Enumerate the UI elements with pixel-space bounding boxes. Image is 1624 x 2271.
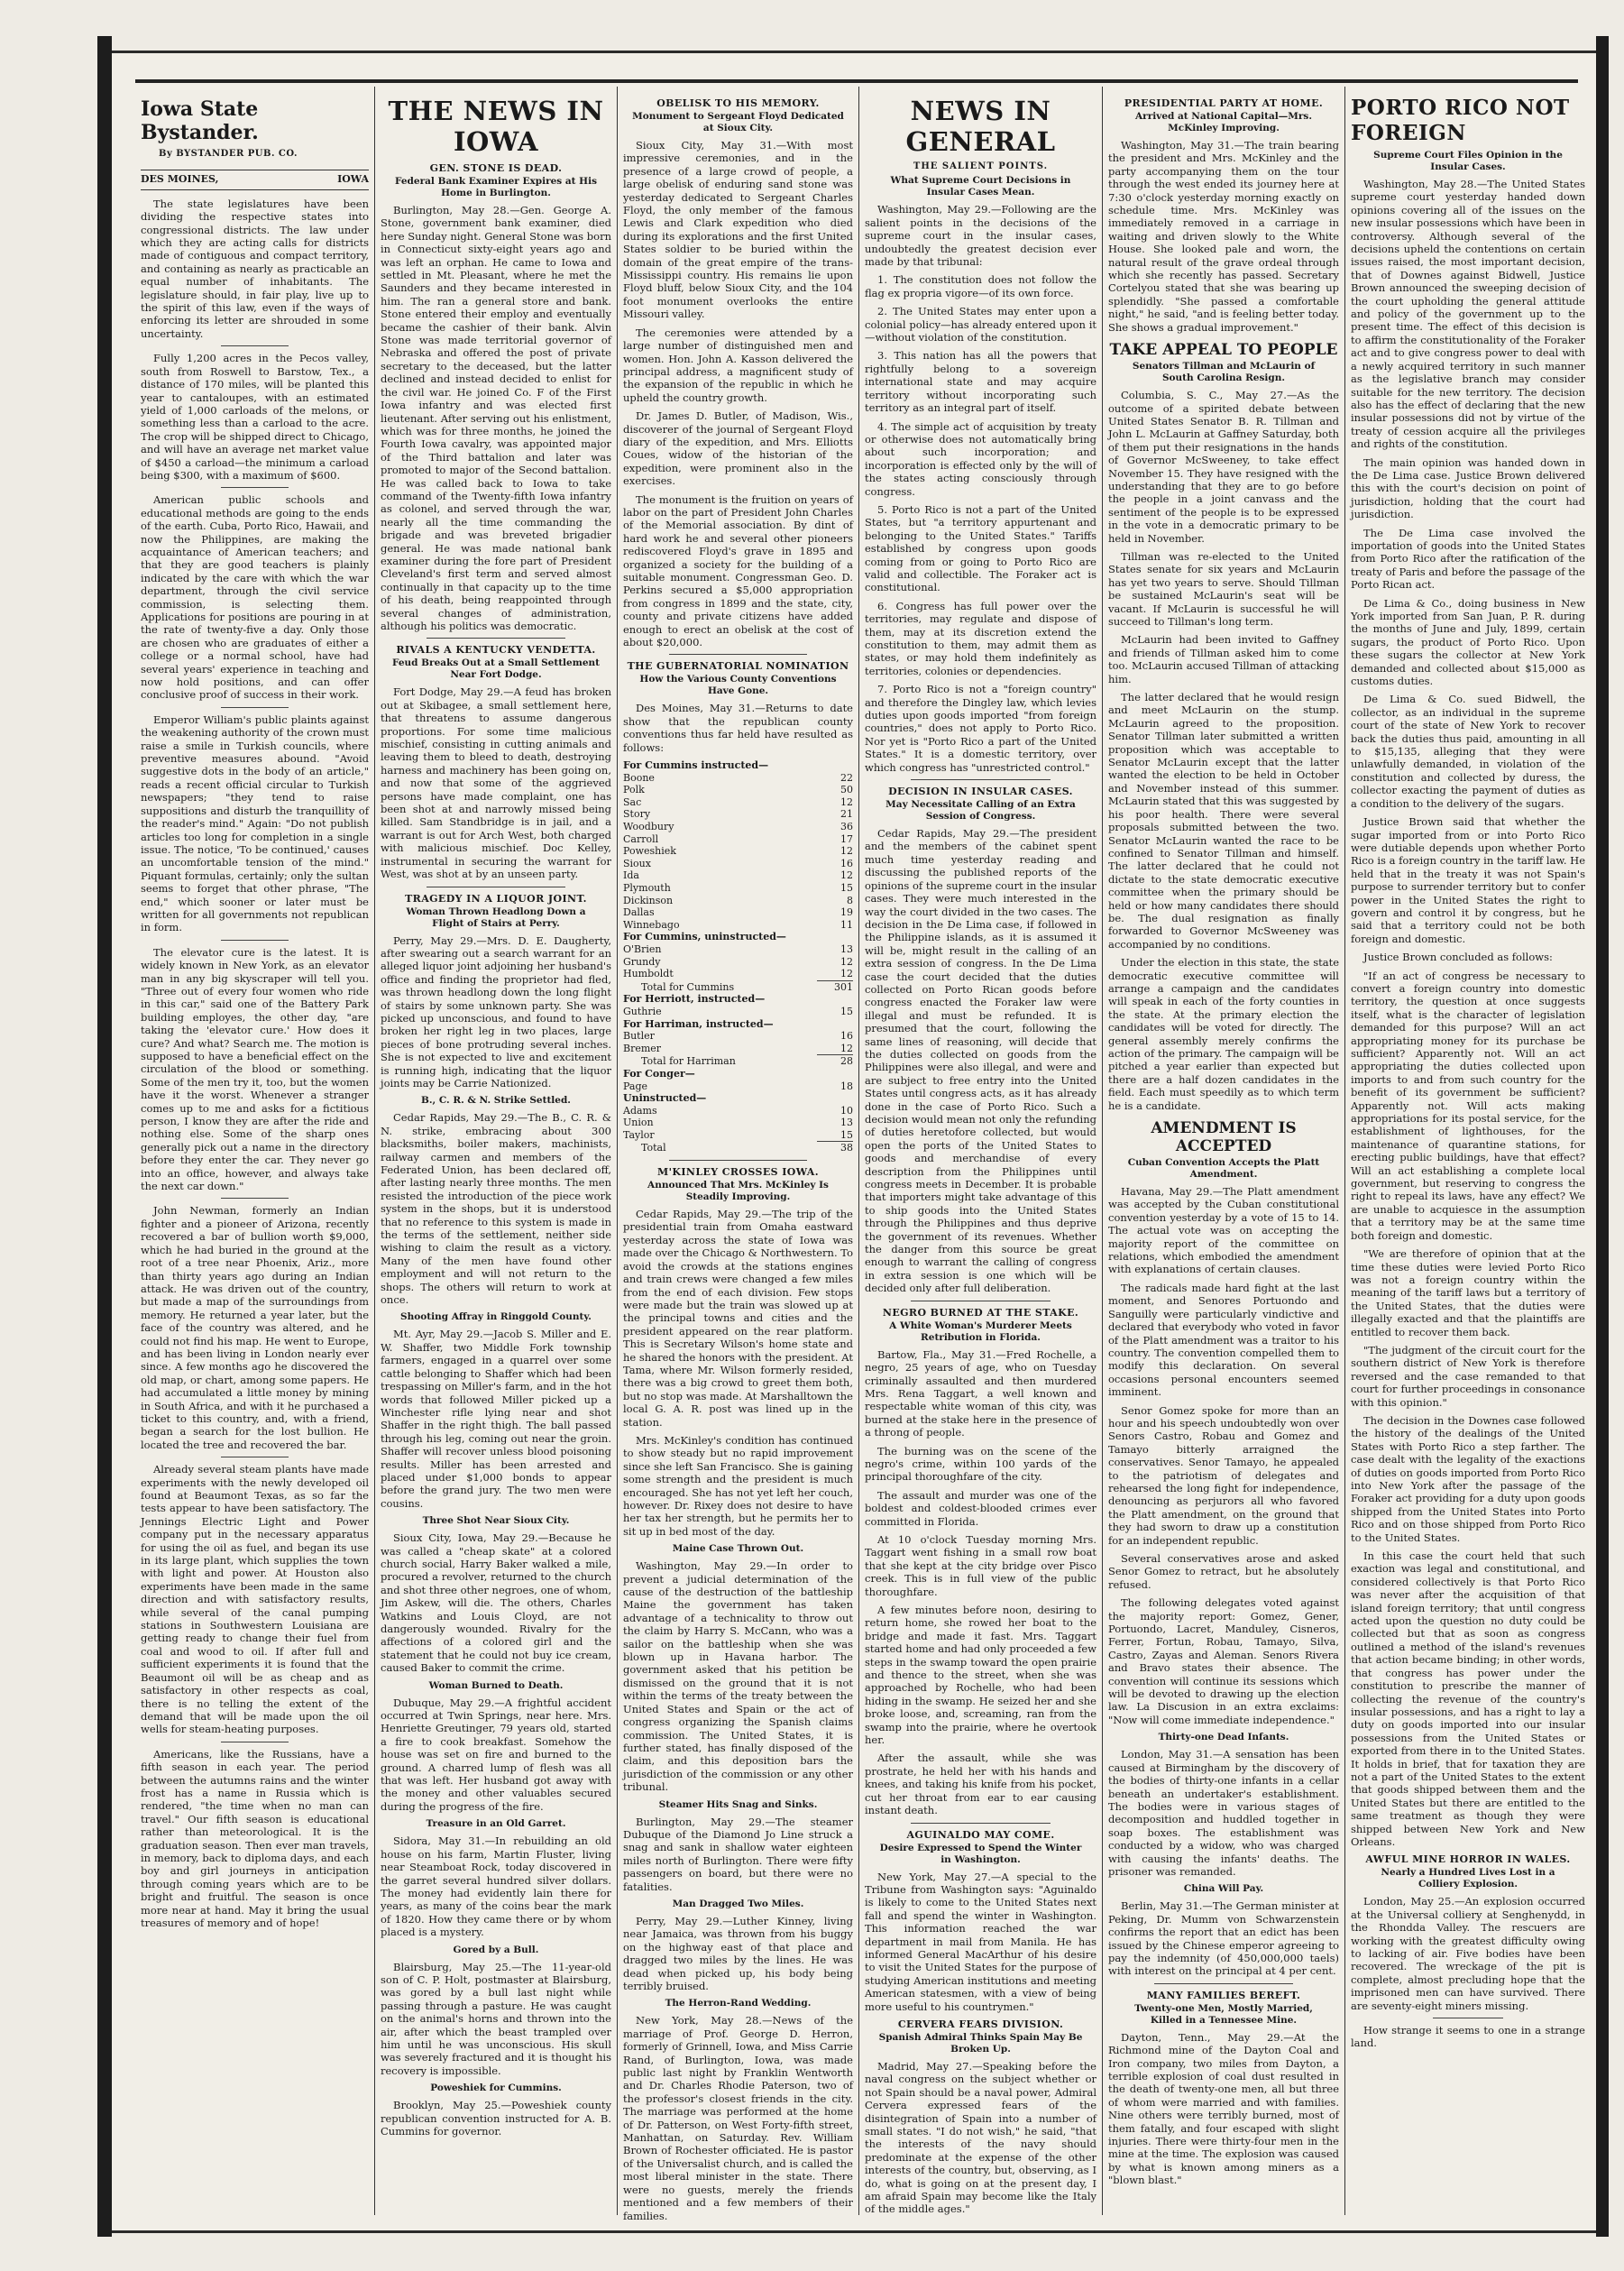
article-headline: Thirty-one Dead Infants. (1158, 1732, 1289, 1743)
article-headline: AWFUL MINE HORROR IN WALES. (1365, 1853, 1571, 1866)
article-text: Perry, May 29.—Mrs. D. E. Daugherty, after swearing out a search warrant for an alleged liquor joint adjoining her husband's office and finding the proprietor had fled, was thrown headlong down the long flight of stairs by some unknown party. She was picked up unconscious, and found to have broken her right leg in two places, large pieces of bone protruding several inches. She is not expected to live and excitement is running high, indicating that the liquor joints may be Carrie Nationized. (381, 933, 611, 1090)
article-text: McLaurin had been invited to Gaffney and friends of Tillman asked him to come too. McLaurin accused Tillman of attacking him. (1108, 633, 1339, 685)
divider (669, 654, 807, 655)
editorial-paragraph: Already several steam plants have made experiments with the newly developed oil found at Beaumont Texas, as so far the tests appear to have been satisfactory. The Jennings Electric Light and Power company put in the necessary apparatus for using the oil as fuel, and began its use in its large plant, which supplies the town with light and power. At Houston also experiments have been made in the same direction and with satisfactory results, while several of the canal pumping stations in Southwestern Louisiana are getting ready to change their fuel from coal and wood to oil. If after full and sufficient experiments it is found that the Beaumont oil will be as cheap and as satisfactory in other respects as coal, there is no telling the extent of the demand that will be made upon the oil wells for steam-heating purposes. (141, 1463, 369, 1736)
vote-total-row (623, 1142, 853, 1154)
article-text: Washington, May 29.—In order to prevent a judicial determination of the cause of the destruction of the battleship Maine the government has taken advantage of a technicality to throw out the claim by Harry S. McCann, who was a sailor on the battleship when she was blown up in Havana harbor. The government asked that his petition be dismissed on the ground that it is not within the terms of the treaty between the United States and Spain or the act of congress organizing the Spanish claims commission. The United States, it is further stated, has finally disposed of the claim, and this deposition bars the jurisdiction of the commission or any other tribunal. (623, 1559, 853, 1794)
article-headline: CERVERA FEARS DIVISION. (897, 2018, 1064, 2030)
article-deck: A White Woman's Murderer Meets Retribution in Florida. (889, 1319, 1072, 1343)
article-text: The latter declared that he would resign and meet McLaurin on the stump. McLaurin agreed to the proposition. Senator Tillman later submitted a written proposition which was acceptable to Senator McLaurin except that the latter wanted the election to be held in October and November instead of this summer. McLaurin stated that this was suggested by his poor health. There were several proposals submitted between the two. Senator McLaurin wanted the race to be confined to Senator Tillman and himself. The latter declared that he could not dictate to the state democratic executive committee when the primary should be held or how many candidates there should be. The dual resignation as finally forwarded to Governor McSweeney was accompanied by no conditions. (1108, 691, 1339, 951)
vote-row (623, 1129, 853, 1142)
article-text: Sioux City, May 31.—With most impressive ceremonies, and in the presence of a large crowd of people, a large obelisk of enduring sand stone was yesterday dedicated to Sergeant Charles Floyd, the only member of the famous Lewis and Clark expedition who died during its explorations and the first United States soldier to be buried within the domain of the great empire of the trans-Mississippi country. His remains lie upon Floyd bluff, below Sioux City, and the 104 foot monument overlooks the entire Missouri valley. (623, 139, 853, 321)
vote-total-label: Total for Harriman (641, 1055, 736, 1068)
county-name: Poweshiek (623, 845, 676, 858)
article-headline: AMENDMENT IS ACCEPTED (1151, 1119, 1297, 1156)
article-headline: AGUINALDO MAY COME. (906, 1828, 1055, 1841)
vote-group-label: For Cummins instructed— (623, 759, 769, 772)
vote-row (623, 1030, 853, 1043)
editorial-paragraph: The elevator cure is the latest. It is widely known in New York, as an elevator man in any big skyscraper will tell you. "Three out of every four women who ride in this car," said one of the Battery Park building employes, the other day, "are taking the 'elevator cure.' How does it cure? And what? Search me. The motion is supposed to have a beneficial effect on the circulation of the blood or something. Some of the men try it, too, but the women have it the worst. Whenever a stranger comes up to me and asks for a fictitious person, I know they are after the ride and nothing else. Some of the sharp ones generally pick out a name in the directory before they enter the car. They never go into an office, however, and always take the next car down." (141, 945, 369, 1193)
divider (427, 638, 565, 639)
vote-group-heading (623, 993, 853, 1006)
county-name: Union (623, 1117, 654, 1129)
article-text: Madrid, May 27.—Speaking before the naval congress on the subject whether or not Spain should be a naval power, Admiral Cervera expressed fears of the disintegration of Spain into a number of small states. "I do not wish," he said, "that the interests of the navy should predominate at the expense of the other interests of the country, but, observing, as I do, what is going on at the present day, I am afraid Spain may become like the Italy of the middle ages." (865, 2059, 1096, 2216)
article-text: New York, May 27.—A special to the Tribune from Washington says: "Aguinaldo is likely to come to the United States next fall and spend the winter in Washington. This information reached the war department in mail from Manila. He has informed General MacArthur of his desire to visit the United States for the purpose of studying American institutions and meeting American statesmen, with a view of being more useful to his countrymen." (865, 1870, 1096, 2013)
article-deck: Nearly a Hundred Lives Lost in a Colliery Explosion. (1381, 1867, 1555, 1890)
vote-group-label: Uninstructed— (623, 1092, 707, 1105)
vote-row (623, 784, 853, 796)
column-news-in-general (859, 87, 1102, 2215)
article-deck: Federal Bank Examiner Expires at His Home in Burlington. (395, 176, 597, 198)
county-votes: 22 (840, 771, 853, 784)
county-name: Ida (623, 869, 639, 882)
article-deck: What Supreme Court Decisions in Insular Cases Mean. (890, 175, 1071, 198)
vote-total-label: Total (641, 1142, 666, 1154)
article-text: Cedar Rapids, May 29.—The trip of the presidential train from Omaha eastward yesterday across the state of Iowa was made over the Chicago & Northwestern. To avoid the crowds at the stations engines and train crews were changed a few miles from the end of each division. Few stops were made but the train was slowed up at the principal towns and cities and the president appeared on the rear platform. This is Secretary Wilson's home state and he shared the honors with the president. At Tama, where Mr. Wilson formerly resided, there was a big crowd to greet them both, but no stop was made. At Marshalltown the local G. A. R. post was lined up in the station. (623, 1208, 853, 1429)
article-text: De Lima & Co. sued Bidwell, the collector, as an individual in the supreme court of the state of New York to recover back the duties thus paid, amounting in all to $15,135, alleging that they were unlawfully demanded, in violation of the constitution and collected by duress, the collector exacting the payment of duties as a condition to the delivery of the sugars. (1351, 693, 1585, 810)
article-headline: OBELISK TO HIS MEMORY. (656, 97, 820, 109)
article-headline: Shooting Affray in Ringgold County. (400, 1311, 592, 1323)
section-kicker: THE SALIENT POINTS. (913, 161, 1049, 171)
divider (911, 1823, 1050, 1824)
article-headline: Maine Case Thrown Out. (672, 1543, 804, 1555)
article-text: Des Moines, May 31.—Returns to date show that the republican county conventions thus far held have resulted as follows: (623, 702, 853, 754)
article-text: Havana, May 29.—The Platt amendment was accepted by the Cuban constitutional convention yesterday by a vote of 15 to 14. The actual vote was on accepting the majority report of the committee on relations, which embodied the amendment with explanations of certain clauses. (1108, 1185, 1339, 1276)
right-binding-shadow (1596, 36, 1609, 2237)
vote-row (623, 845, 853, 858)
county-votes: 12 (840, 955, 853, 968)
county-name: Dickinson (623, 894, 674, 906)
editorial-paragraph: Americans, like the Russians, have a fifth season in each year. The period between the autumns rains and the winter frost has a name in Russia which is rendered, "the time when no man can travel." Our fifth season is educational rather than meteorological. It is the graduation season. Then ever man travels, in memory, back to diploma days, and each boy and girl journeys in anticipation through coming years which are to be bright and fruitful. The season is once more near at hand. May it bring the usual treasures of memory and of hope! (141, 1747, 369, 1929)
article-text: Mrs. McKinley's condition has continued to show steady but no rapid improvement since she left San Francisco. She is gaining some strength and the president is much encouraged. She has not yet left her couch, however. Dr. Rixey does not desire to have her tax her strength, but he permits her to sit up in bed most of the day. (623, 1433, 853, 1538)
vote-row (623, 833, 853, 846)
article-text: The main opinion was handed down in the De Lima case. Justice Brown delivered this with the court's decision on point of jurisdiction, holding that the court had jurisdiction. (1351, 455, 1585, 521)
vote-row (623, 1006, 853, 1018)
dateline (141, 170, 369, 189)
vote-row (623, 821, 853, 833)
vote-total-value: 38 (817, 1142, 853, 1154)
article-headline: China Will Pay. (1183, 1883, 1264, 1895)
article-text: Dayton, Tenn., May 29.—At the Richmond mine of the Dayton Coal and Iron company, two miles from Dayton, a terrible explosion of coal dust resulted in the death of twenty-one men, all but three of whom were married and with families. Nine others were terribly burned, most of them fatally, and four escaped with slight injuries. There were thirty-four men in the mine at the time. The explosion was caused by what is known among miners as a "blown blast." (1108, 2030, 1339, 2187)
section-banner: THE NEWS IN IOWA (388, 96, 604, 157)
divider (221, 1198, 289, 1199)
article-text: The monument is the fruition on years of labor on the part of President John Charles of the Memorial association. By dint of hard work he and several other pioneers rediscovered Floyd's grave in 1895 and organized a society for the building of a suitable monument. Congressman Geo. D. Perkins secured a $5,000 appropriation from congress in 1899 and the state, city, county and private citizens have added enough to erect an obelisk at the cost of about $20,000. (623, 492, 853, 649)
vote-row (623, 906, 853, 919)
vote-row (623, 869, 853, 882)
county-votes: 8 (847, 894, 853, 906)
article-text: "If an act of congress be necessary to convert a foreign country into domestic territory, the question at once suggests itself, what is the character of legislation demanded for this purpose? Will an act appropriating money for its purchase be sufficient? Apparently not. Will an act appropriating the duties collected upon imports to and from such country for the benefit of its government be sufficient? Apparently not. Will acts making appropriations for its postal service, for the establishment of lighthouses, for the maintenance of quarantine stations, for erecting public buildings, have that effect? Will an act establishing a complete local government, but reserving to congress the right to repeal its laws, have any effect? We are unable to acquiesce in the assumption that a territory may be at the same time both foreign and domestic. (1351, 969, 1585, 1242)
article-text: Blairsburg, May 25.—The 11-year-old son of C. P. Holt, postmaster at Blairsburg, was gored by a bull last night while passing through a pasture. He was caught on the animal's horns and thrown into the air, after which the beast trampled over him until he was unconscious. His skull was severely fractured and it is thought his recovery is impossible. (381, 1960, 611, 2077)
vote-group-heading (623, 759, 853, 772)
vote-row (623, 1105, 853, 1117)
county-votes: 19 (840, 906, 853, 919)
county-name: Sac (623, 795, 642, 808)
article-text: De Lima & Co., doing business in New York imported from San Juan, P. R. during the months of June and July, 1899, certain sugars, the product of Porto Rico. Upon these sugars the collector at New York demanded and collected about $15,000 as customs duties. (1351, 596, 1585, 688)
county-vote-table (623, 759, 853, 1154)
decision-point: 2. The United States may enter upon a colonial policy—has already entered upon it—without violation of the constitution. (865, 305, 1096, 345)
divider (911, 779, 1050, 780)
article-headline: TRAGEDY IN A LIQUOR JOINT. (405, 892, 587, 905)
publisher-line: By BYSTANDER PUB. CO. (159, 149, 298, 159)
article-text: "We are therefore of opinion that at the time these duties were levied Porto Rico was not a foreign country within the meaning of the tariff laws but a territory of the United States, that the duties were illegally exacted and that the plaintiffs are entitled to recover them back. (1351, 1247, 1585, 1338)
article-text: Brooklyn, May 25.—Poweshiek county republican convention instructed for A. B. Cummins for governor. (381, 2099, 611, 2138)
article-deck: Announced That Mrs. McKinley Is Steadily Improving. (647, 1180, 829, 1203)
vote-row (623, 1117, 853, 1129)
article-text: In this case the court held that such exaction was legal and constitutional, and considered collectively is that Porto Rico was never after the acquisition of that island foreign territory; that until congress acted upon the question no duty could be collected but that as soon as congress outlined a method of the island's revenues that action became binding; in other words, that congress has power under the constitution to prescribe the manner of collecting the revenue of the country's insular possessions, and has a right to lay a duty on goods imported into our insular possessions from the United States or exported from there in to the United States. It holds in brief, that for taxation they are not a part of the United States to the extent that goods shipped between them and the United States but there are entitled to the same treatment as though they were shipped between New York and New Orleans. (1351, 1549, 1585, 1848)
county-votes: 12 (840, 968, 853, 980)
article-deck: Desire Expressed to Spend the Winter in Washington. (879, 1842, 1082, 1865)
article-text: Justice Brown said that whether the sugar imported from or into Porto Rico were dutiable depends upon whether Porto Rico is a foreign country in the tariff law. He held that in the treaty it was not Spain's purpose to surrender territory but to confer power in the United States the right to govern and control it by congress, but he said that a territory could not be both foreign and domestic. (1351, 815, 1586, 945)
divider (669, 1160, 807, 1161)
county-name: Grundy (623, 955, 661, 968)
article-text: Mt. Ayr, May 29.—Jacob S. Miller and E. W. Shaffer, two Middle Fork township farmers, engaged in a quarrel over some cattle belonging to Shaffer which had been trespassing on Miller's farm, and in the hot words that followed Miller picked up a Winchester rifle lying near and shot Shaffer in the right thigh. The ball passed through his leg, coming out near the groin. Shaffer will recover unless blood poisoning results. Miller has been arrested and placed under $1,000 bonds to appear before the grand jury. The two men were cousins. (381, 1328, 611, 1510)
article-text: The following delegates voted against the majority report: Gomez, Gener, Portuondo, Lacret, Manduley, Cisneros, Ferrer, Fortun, Robau, Tamayo, Silva, Castro, Zayas and Aleman. Senors Rivera and Bravo states their absence. The convention will continue its sessions which will be devoted to drawing up the election law. La Discusion in an extra exclaims: "Now will come immediate independence." (1108, 1596, 1339, 1726)
county-votes: 15 (840, 1128, 853, 1141)
vote-row (623, 1080, 853, 1093)
vote-row (623, 968, 853, 980)
article-text: "The judgment of the circuit court for the southern district of New York is therefore reversed and the case remanded to that court for further proceedings in consonance with this opinion." (1351, 1343, 1585, 1409)
article-deck: Cuban Convention Accepts the Platt Amendment. (1127, 1157, 1320, 1181)
editorial-paragraph: John Newman, formerly an Indian fighter and a pioneer of Arizona, recently recovered a bar of bullion worth $9,000, which he had buried in the ground at the root of a tree near Phoenix, Ariz., more than thirty years ago during an Indian attack. He was driven out of the country, but made a map of the surroundings from memory. He returned a year later, but the face of the country was altered, and he could not find his map. He went to Europe, and has been living in London nearly ever since. A few months ago he discovered the old map, or chart, among some papers. He had accumulated a little money by mining in South Africa, and with it he purchased a ticket to this country, and, with a friend, began a search for the lost bullion. He located the tree and recovered the bar. (141, 1204, 369, 1451)
article-text: Columbia, S. C., May 27.—As the outcome of a spirited debate between United States Senator B. R. Tillman and John L. McLaurin at Gaffney Saturday, both of them put their resignations in the hands of Governor McSweeney, to take effect November 15. They have resigned with the understanding that they are to go before the people in a joint canvass and the sentiment of the people is to be expressed in the vote in a democratic primary to be held in November. (1108, 389, 1339, 545)
divider (221, 345, 289, 346)
article-text: A few minutes before noon, desiring to return home, she rowed her boat to the bridge and made it fast. Mrs. Taggart started home and had only proceeded a few steps in the swamp toward the open prairie and thence to the street, when she was approached by Rochelle, who had been hiding in the swamp. He seized her and she broke loose, and, screaming, ran from the swamp into the prairie, where he overtook her. (865, 1604, 1096, 1747)
vote-group-heading (623, 1018, 853, 1031)
article-headline: Steamer Hits Snag and Sinks. (658, 1798, 818, 1810)
county-votes: 21 (840, 808, 853, 821)
article-headline: NEGRO BURNED AT THE STAKE. (882, 1306, 1079, 1319)
column-porto-rico (1345, 87, 1591, 2215)
vote-group-label: For Herriott, instructed— (623, 993, 766, 1006)
county-name: Story (623, 808, 651, 821)
article-text: Dr. James D. Butler, of Madison, Wis., discoverer of the journal of Sergeant Floyd diary of the expedition, and Mrs. Elliotts Coues, widow of the historian of the expedition, were prominent also in the exercises. (623, 409, 853, 488)
article-text: Justice Brown concluded as follows: (1363, 951, 1553, 964)
article-headline: Woman Burned to Death. (428, 1679, 564, 1691)
article-text: Sioux City, Iowa, May 29.—Because he was called a "cheap skate" at a colored church social, Harry Baker walked a mile, procured a revolver, returned to the church and shot three other negroes, one of whom, Jim Askew, will die. The others, Charles Watkins and Louis Cloyd, are not dangerously wounded. Rivalry for the affections of a colored girl and the statement that he could not buy ice cream, caused Baker to commit the crime. (381, 1531, 611, 1675)
vote-row (623, 808, 853, 821)
article-text: Sidora, May 31.—In rebuilding an old house on his farm, Martin Fluster, living near Steamboat Rock, today discovered in the garret several hundred silver dollars. The money had evidently lain there for years, as many of the coins bear the mark of 1820. How they came there or by whom placed is a mystery. (381, 1834, 611, 1939)
decision-point: 3. This nation has all the powers that rightfully belong to a sovereign international state and may acquire territory without incorporating such territory as an integral part of itself. (865, 349, 1096, 415)
masthead: Iowa State Bystander. (141, 97, 259, 144)
article-headline: B., C. R. & N. Strike Settled. (421, 1095, 571, 1107)
county-votes: 12 (840, 869, 853, 882)
article-text: Burlington, May 28.—Gen. George A. Stone, government bank examiner, died here Sunday night. General Stone was born in Connecticut sixty-eight years ago and was left an orphan. He came to Iowa and settled in Mt. Pleasant, where he met the Saunders and they became interested in him. The ran a general store and bank. Stone entered their employ and eventually became the cashier of their bank. Alvin Stone was made territorial governor of Nebraska and offered the post of private secretary to the deceased, but the latter declined and instead decided to enlist for the civil war. He joined Co. F of the First Iowa infantry and was elected first lieutenant. After serving out his enlistment, which was for three months, he joined the Fourth Iowa cavalry, was appointed major of the Third battalion and later was promoted to major of the Second battalion. He was called back to Iowa to take command of the Twenty-fifth Iowa infantry as colonel, and served through the war, nearly all the time commanding the brigade and was breveted brigadier general. He was made national bank examiner during the fore part of President Cleveland's first term and served almost continually in that capacity up to the time of his death, being reappointed through several changes of administration, although his politics was democratic. (381, 204, 611, 632)
vote-group-heading (623, 1092, 853, 1105)
vote-row (623, 772, 853, 785)
column-three (618, 87, 858, 2222)
county-name: Woodbury (623, 821, 674, 833)
article-headline: RIVALS A KENTUCKY VENDETTA. (396, 644, 596, 657)
article-text: London, May 25.—An explosion occurred at the Universal colliery at Senghenydd, in the Rhondda Valley. The rescuers are working with the greatest difficulty owing to lacking of air. Five bodies have been recovered. The wreckage of the pit is complete, almost precluding hope that the imprisoned men can have survived. There are seventy-eight miners missing. (1351, 1895, 1585, 2012)
county-name: Butler (623, 1030, 655, 1043)
article-text: Washington, May 28.—The United States supreme court yesterday handed down opinions covering all of the issues on the new insular possessions which have been in controversy. Although several of the decisions upheld the contentions on certain issues raised, the most important decision, that of Downes against Bidwell, Justice Brown announced the sweeping decision of the court upholding the general attitude and policy of the government up to the present time. The effect of this decision is to affirm the constitutionality of the Foraker act and to give congress power to deal with a newly acquired territory in such manner as the legislative branch may consider suitable for the new territory. The decision also has the effect of declaring that the new insular possessions did not by virtue of the treaty of cession acquire all the privileges and rights of the constitution. (1351, 178, 1585, 451)
article-headline: Three Shot Near Sioux City. (422, 1515, 570, 1527)
article-text: New York, May 28.—News of the marriage of Prof. George D. Herron, formerly of Grinnell, Iowa, and Miss Carrie Rand, of Burlington, Iowa, was made public last night by Franklin Wentworth and Dr. Charles Rhodie Paterson, two of the professor's closest friends in the city. The marriage was performed at the home of Dr. Patterson, on West Forty-fifth street, Manhattan, on Saturday. Rev. William Brown of Rochester officiated. He is pastor of the Universalist church, and is called the most liberal minister in the state. There were no guests, merely the friends mentioned and a few members of their families. (623, 2014, 853, 2222)
county-name: Adams (623, 1104, 657, 1117)
top-rule (135, 79, 1578, 83)
article-text: Fort Dodge, May 29.—A feud has broken out at Skibagee, a small settlement here, that threatens to assume dangerous proportions. For some time malicious mischief, consisting in cutting animals and leaving them to bleed to death, destroying harness and machinery has been going on, and now that some of the aggrieved persons have made complaint, one has been shot at and narrowly missed being killed. Sam Standbridge is in jail, and a warrant is out for Arch West, both charged with malicious mischief. Doc Kelley, instrumental in securing the warrant for West, was shot at by an unseen party. (381, 685, 611, 881)
article-headline: MANY FAMILIES BEREFT. (1146, 1989, 1301, 2001)
divider (221, 707, 289, 708)
county-name: Page (623, 1080, 648, 1092)
article-text: Perry, May 29.—Luther Kinney, living near Jamaica, was thrown from his buggy on the highway east of that place and dragged two miles by the lines. He was dead when picked up, his body being terribly bruised. (623, 1914, 853, 1992)
article-headline: GEN. STONE IS DEAD. (429, 162, 563, 174)
article-deck: Monument to Sergeant Floyd Dedicated at Sioux City. (632, 111, 844, 133)
divider (221, 940, 289, 941)
article-text: How strange it seems to one in a strange land. (1351, 2024, 1585, 2050)
vote-group-label: For Cummins, uninstructed— (623, 931, 786, 943)
county-votes: 13 (840, 1117, 853, 1129)
column-editorial (135, 87, 374, 2215)
article-deck: Spanish Admiral Thinks Spain May Be Broken Up. (878, 2031, 1083, 2055)
article-text: The assault and murder was one of the boldest and coldest-blooded crimes ever committed in Florida. (865, 1488, 1096, 1528)
county-votes: 16 (840, 1030, 853, 1043)
decision-point: 4. The simple act of acquisition by treaty or otherwise does not automatically bring about such incorporation; and incorporation is effected only by the will of the states acting consciously through congress. (865, 419, 1096, 498)
article-text: Washington, May 29.—Following are the salient points in the decisions of the supreme court in the insular cases, undoubtedly the greatest decision ever made by that tribunal: (865, 203, 1096, 269)
editorial-paragraph: American public schools and educational methods are going to the ends of the earth. Cuba, Porto Rico, Hawaii, and now the Philippines, are making the acquaintance of American teachers; and that they are good teachers is plainly indicated by the care with which the war department, through the civil service commission, is selecting them. Applications for positions are pouring in at the rate of twenty-five a day. Only those are chosen who are graduates of either a college or a normal school, have had several years' experience in teaching and now hold positions, and can offer conclusive proof of success in their work. (141, 493, 369, 702)
article-deck: Twenty-one Men, Mostly Married, Killed in a Tennessee Mine. (1134, 2002, 1313, 2026)
article-text: Under the election in this state, the state democratic executive committee will arrange a campaign and the candidates will speak in each of the forty counties in the state. At the primary election the candidates will be voted for directly. The general assembly merely confirms the action of the primary. The campaign will be pitched a year earlier than expected but there are a half dozen candidates in the field. Each must speedily as to which term he is a candidate. (1108, 956, 1339, 1112)
county-votes: 15 (840, 1005, 853, 1017)
editorial-paragraph: Emperor William's public plaints against the weakening authority of the crown must raise a smile in Turkish councils, where preventive measures abound. "Avoid suggestive dots in the body of an article," reads a recent official circular to Turkish newspapers; "they tend to raise suppositions and disturb the tranquillity of the reader's mind." Again: "Do not publish articles too long for completion in a single issue. The notice, 'To be continued,' causes an uncomfortable tension of the mind." Piquant formulas, certainly; only the sultan seems to forget that other phrase, "The end," which sooner or later must be written for all governments not republican in form. (141, 713, 369, 934)
county-votes: 12 (840, 1042, 853, 1054)
article-text: After the assault, while she was prostrate, he held her with his hands and knees, and taking his knife from his pocket, cut her throat from ear to ear causing instant death. (865, 1752, 1096, 1817)
article-deck: Supreme Court Files Opinion in the Insular Cases. (1373, 150, 1563, 172)
divider (221, 487, 289, 488)
county-votes: 17 (840, 832, 853, 845)
article-text: Cedar Rapids, May 29.—The president and the members of the cabinet spent much time yesterday reading and discussing the published reports of the opinions of the supreme court in the insular cases. They were much interested in the way the court divided in the two cases. The decision in the De Lima case, if followed in the Philippine islands, as it is assumed it will be, might result in the calling of an extra session of congress. In the De Lima case the court decided that the duties collected on Porto Rican goods before congress enacted the Foraker law were illegal and must be refunded. It is presumed that the court, following the same lines of reasoning, will decide that the duties collected on goods from the Philippines were also illegal, and were and are subject to free entry into the United States until congress acts, as it has already done in the case of Porto Rico. Such a decision would mean not only the refunding of duties heretofore collected, but would open the ports of the United States to goods and merchandise of every description from the Philippines until congress meets in December. It is probable that importers might take advantage of this to ship goods into the United States through the Philippines and thus deprive the government of its revenues. Whether the danger from this source be great enough to warrant the calling of congress in extra session is one which will be decided only after full deliberation. (865, 827, 1096, 1295)
article-text: London, May 31.—A sensation has been caused at Birmingham by the discovery of the bodies of thirty-one infants in a cellar beneath an undertaker's establishment. The bodies were in various stages of decomposition and huddled together in soap boxes. The establishment was conducted by a widow, who was charged with causing the infants' deaths. The prisoner was remanded. (1108, 1748, 1339, 1878)
vote-row (623, 943, 853, 956)
article-text: Several conservatives arose and asked Senor Gomez to retract, but he absolutely refused. (1108, 1552, 1339, 1591)
article-headline: THE GUBERNATORIAL NOMINATION (627, 660, 849, 673)
article-headline: Treasure in an Old Garret. (426, 1818, 566, 1830)
county-votes: 10 (840, 1104, 853, 1117)
article-headline: Man Dragged Two Miles. (672, 1898, 804, 1909)
editorial-paragraph: Fully 1,200 acres in the Pecos valley, south from Roswell to Barstow, Tex., a distance of 170 miles, will be planted this year to cantaloupes, with an estimated yield of 1,000 carloads of the melons, or something less than a carload to the acre. The crop will be shipped direct to Chicago, and will have an average net market value of $450 a carload—the minimum a carload being $300, with a maximum of $600. (141, 352, 369, 482)
decision-point: 6. Congress has full power over the territories, may regulate and dispose of them, may at its discretion extend the constitution to them, may admit them as states, or may hold them indefinitely as territories, colonies or dependencies. (865, 599, 1096, 677)
decision-point: 5. Porto Rico is not a part of the United States, but "a territory appurtenant and belonging to the United States." Tariffs established by congress upon goods coming from or going to Porto Rico are valid and collectible. The Foraker act is constitutional. (865, 502, 1096, 594)
decision-point: 1. The constitution does not follow the flag ex propria vigore—of its own force. (865, 273, 1096, 299)
column-five (1103, 87, 1344, 2215)
county-votes: 13 (840, 942, 853, 955)
article-headline: Gored by a Bull. (453, 1944, 539, 1955)
article-text: Dubuque, May 29.—A frightful accident occurred at Twin Springs, near here. Mrs. Henriette Greutinger, 79 years old, started a fire to cook breakfast. Somehow the house was set on fire and burned to the ground. A charred lump of flesh was all that was left. Her husband got away with the money and other valuables secured during the progress of the fire. (381, 1696, 611, 1813)
article-headline: DECISION IN INSULAR CASES. (888, 786, 1073, 798)
county-name: O'Brien (623, 942, 662, 955)
vote-row (623, 1043, 853, 1055)
vote-group-label: For Conger— (623, 1067, 695, 1080)
county-name: Guthrie (623, 1005, 662, 1017)
vote-group-heading (623, 1068, 853, 1080)
county-name: Dallas (623, 906, 655, 919)
article-deck: May Necessitate Calling of an Extra Session of Congress. (885, 799, 1076, 823)
article-headline: The Herron-Rand Wedding. (665, 1998, 812, 2009)
section-banner: NEWS IN GENERAL (905, 96, 1056, 157)
article-text: The decision in the Downes case followed the history of the dealings of the United States with Porto Rico a step farther. The case dealt with the legality of the exactions of duties on goods imported from Porto Rico into New York after the passage of the Foraker act providing for a duty upon goods shipped from the United States into Porto Rico and on those shipped from Porto Rico to the United States. (1351, 1413, 1585, 1544)
county-votes: 12 (840, 845, 853, 858)
county-name: Sioux (623, 857, 651, 869)
article-deck: Arrived at National Capital—Mrs. McKinley Improving. (1135, 111, 1312, 133)
article-text: At 10 o'clock Tuesday morning Mrs. Taggart went fishing in a small row boat that she kept at the city bridge over Pisco creek. This is in full view of the public thoroughfare. (865, 1532, 1096, 1598)
dateline-city: DES MOINES, (141, 173, 219, 186)
vote-row (623, 858, 853, 870)
county-name: Polk (623, 784, 645, 796)
article-deck: How the Various County Conventions Have Gone. (639, 674, 837, 697)
dateline-state: IOWA (337, 173, 369, 186)
article-headline: M'KINLEY CROSSES IOWA. (657, 1166, 819, 1179)
county-name: Humboldt (623, 968, 674, 980)
article-text: Tillman was re-elected to the United States senate for six years and McLaurin has yet two years to serve. Should Tillman be sustained McLaurin's seat will be vacant. If McLaurin is successful he will succeed to Tillman's long term. (1108, 549, 1339, 628)
editorial-paragraph: The state legislatures have been dividing the respective states into congressional districts. The law under which they are acting calls for districts made of contiguous and compact territory, and containing as nearly as practicable an equal number of inhabitants. The legislature should, in fair play, live up to the spirit of this law, even if the ways of enforcing its letter are shrouded in some uncertainty. (141, 197, 369, 340)
county-votes: 11 (840, 918, 853, 931)
county-name: Bremer (623, 1042, 662, 1054)
county-votes: 18 (840, 1080, 853, 1092)
article-text: Senor Gomez spoke for more than an hour and his speech undoubtedly won over Senors Castro, Robau and Gomez and Tamayo bitterly arraigned the conservatives. Senor Tamayo, he appealed to the patriotism of delegates and rehearsed the long fight for independence, denouncing as perjurors all who favored the Platt amendment, on the ground that they had sworn to draw up a constitution for an independent republic. (1108, 1403, 1339, 1547)
article-text: Bartow, Fla., May 31.—Fred Rochelle, a negro, 25 years of age, who on Tuesday criminally assaulted and then murdered Mrs. Rena Taggart, a well known and respectable white woman of this city, was burned at the stake here in the presence of a throng of people. (865, 1347, 1096, 1439)
vote-total-row (623, 980, 853, 993)
section-banner: PORTO RICO NOT FOREIGN (1351, 96, 1570, 145)
vote-group-label: For Harriman, instructed— (623, 1017, 774, 1030)
article-text: The radicals made hard fight at the last moment, and Senores Portuondo and Sanguilly were particularly vindictive and declared that everybody who voted in favor of the Platt amendment was a traitor to his country. The convention compelled them to modify this declaration. On several occasions personal encounters seemed imminent. (1108, 1281, 1339, 1399)
vote-row (623, 919, 853, 932)
vote-total-value: 28 (817, 1055, 853, 1068)
county-votes: 16 (840, 857, 853, 869)
article-text: The De Lima case involved the importation of goods into the United States from Porto Rico after the ratification of the treaty of Paris and before the passage of the Porto Rican act. (1351, 526, 1585, 592)
article-headline: Poweshiek for Cummins. (430, 2083, 562, 2094)
vote-row (623, 882, 853, 895)
article-text: The burning was on the scene of the negro's crime, within 100 yards of the principal thoroughfare of the city. (865, 1444, 1096, 1484)
county-name: Plymouth (623, 882, 671, 894)
vote-total-value: 301 (817, 980, 853, 993)
vote-group-heading (623, 931, 853, 943)
article-text: Burlington, May 29.—The steamer Dubuque of the Diamond Jo Line struck a snag and sank in shallow water eighteen miles north of Burlington. There were fifty passengers on board, but there were no fatalities. (623, 1815, 853, 1893)
county-votes: 50 (840, 784, 853, 796)
county-name: Taylor (623, 1129, 655, 1142)
county-name: Boone (623, 771, 655, 784)
article-text: The ceremonies were attended by a large number of distinguished men and women. Hon. John A. Kasson delivered the principal address, a magnificent study of the expansion of the republic in which he upheld the country growth. (623, 326, 853, 404)
decision-point: 7. Porto Rico is not a "foreign country" and therefore the Dingley law, which levies duties upon goods imported "from foreign countries," does not apply to Porto Rico. Nor yet is "Porto Rico a part of the United States." It is a domestic territory, over which congress has "unrestricted control." (865, 683, 1096, 774)
vote-row (623, 796, 853, 809)
article-headline: PRESIDENTIAL PARTY AT HOME. (1124, 97, 1324, 109)
article-deck: Woman Thrown Headlong Down a Flight of Stairs at Perry. (406, 906, 586, 929)
article-headline: TAKE APPEAL TO PEOPLE (1109, 341, 1338, 360)
article-text: Berlin, May 31.—The German minister at Peking, Dr. Mumm von Schwarzenstein confirms the report that an edict has been issued by the Chinese emperor agreeing to pay the indemnity (of 450,000,000 taels) with interest on the principal at 4 per cent. (1108, 1899, 1339, 1978)
vote-row (623, 895, 853, 907)
article-deck: Feud Breaks Out at a Small Settlement Near Fort Dodge. (391, 657, 600, 681)
vote-total-label: Total for Cummins (641, 980, 735, 993)
article-text: Cedar Rapids, May 29.—The B., C. R. & N. strike, embracing about 300 blacksmiths, boiler makers, machinists, railway carmen and members of the Federated Union, has been declared off, after lasting nearly three months. The men resisted the introduction of the piece work system in the shops, but it is understood that no reference to this system is made in the terms of the settlement, neither side wishing to claim the result as a victory. Many of the men have found other employment and will not return to the shops. The others will return to work at once. (381, 1111, 611, 1307)
county-votes: 12 (840, 795, 853, 808)
county-votes: 36 (840, 821, 853, 833)
divider (1154, 1983, 1293, 1984)
county-name: Carroll (623, 832, 659, 845)
vote-total-row (623, 1055, 853, 1068)
column-news-in-iowa (375, 87, 617, 2215)
article-deck: Senators Tillman and McLaurin of South Carolina Resign. (1132, 361, 1316, 384)
vote-row (623, 956, 853, 969)
left-binding-shadow (97, 36, 112, 2237)
county-votes: 15 (840, 882, 853, 894)
county-name: Winnebago (623, 918, 680, 931)
article-text: Washington, May 31.—The train bearing the president and Mrs. McKinley and the party accompanying them on the tour through the west ended its journey here at 7:30 o'clock yesterday morning exactly on schedule time. Mrs. McKinley was immediately removed in a carriage in waiting and driven slowly to the White House. She looked pale and worn, the natural result of the grave ordeal through which she recently has passed. Secretary Cortelyou stated that she was bearing up splendidly. "She passed a comfortable night," he said, "and is feeling better today. She shows a gradual improvement." (1108, 139, 1339, 334)
